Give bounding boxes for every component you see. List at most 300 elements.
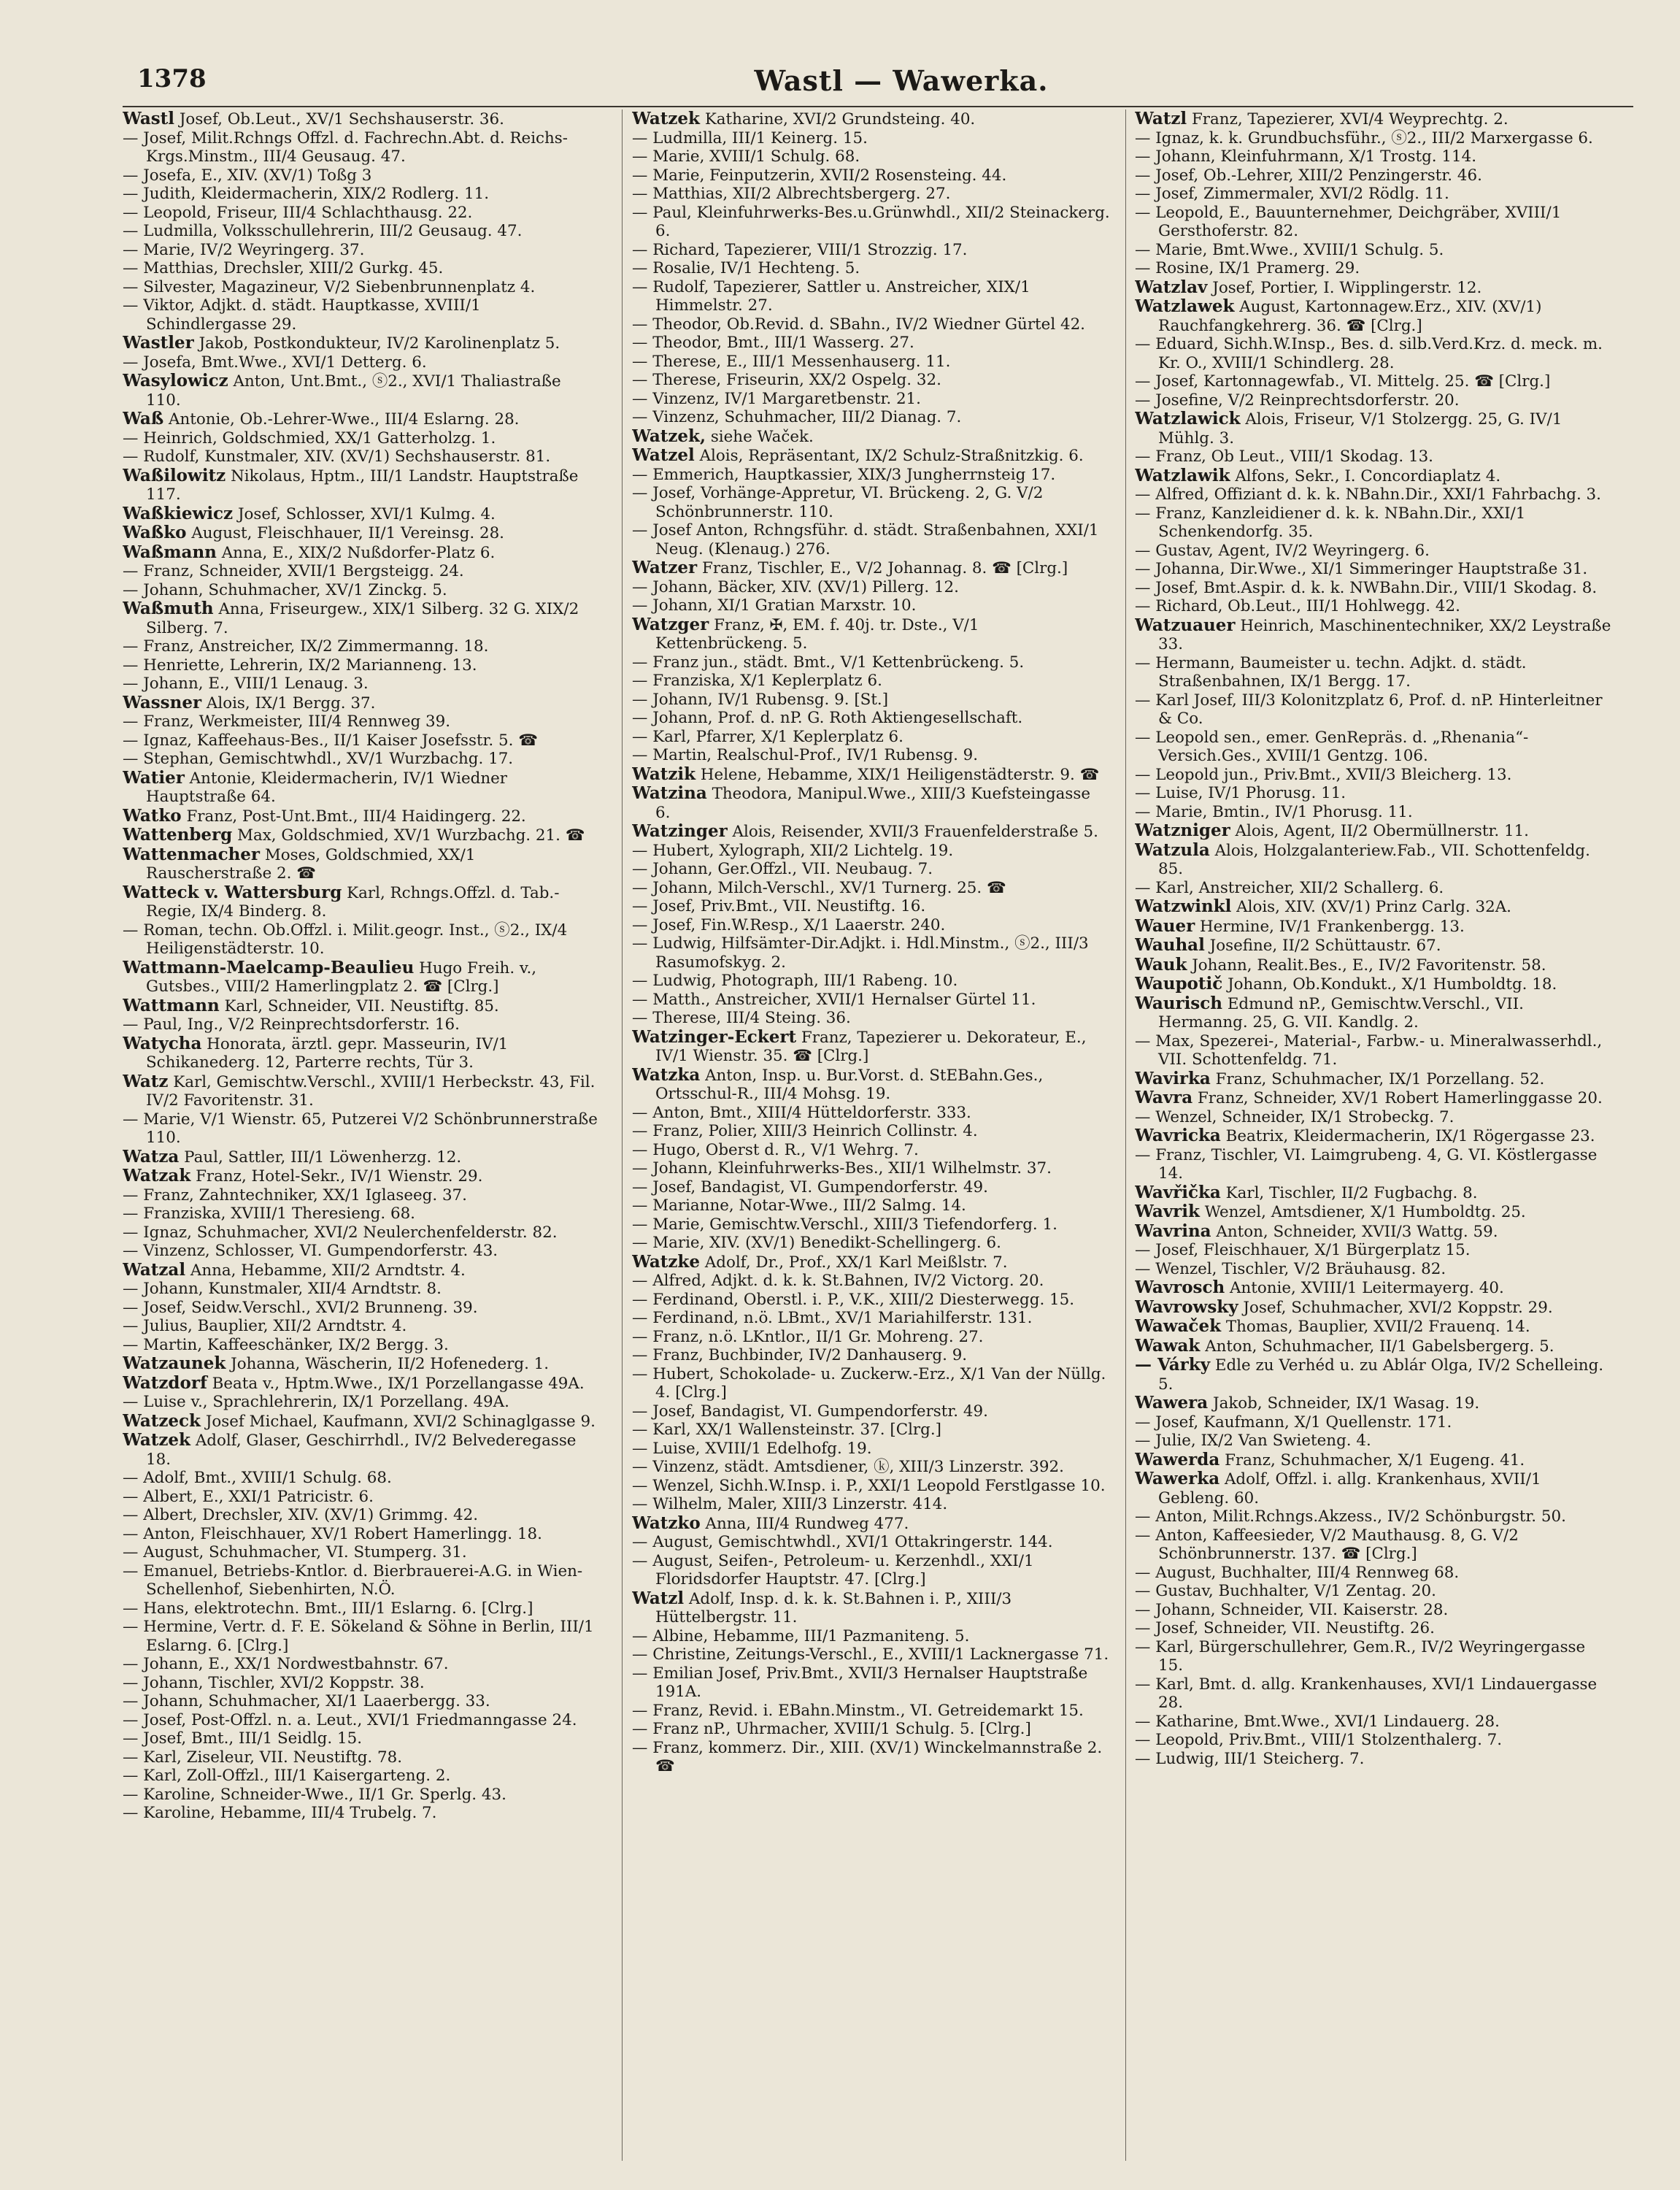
directory-entry: [1135, 1222, 1613, 1242]
directory-entry: [632, 934, 1110, 972]
entry-text: — Karl, Bürgerschullehrer, Gem.R., IV/2 Weyringergasse 15.: [1135, 1637, 1586, 1675]
directory-entry: [123, 1242, 601, 1261]
entry-text: Josef, Schuhmacher, XVI/2 Koppstr. 29.: [1243, 1298, 1553, 1317]
directory-entry: [632, 1272, 1110, 1291]
entry-text: Franz, ✠, EM. f. 40j. tr. Dste., V/1 Kettenbrückeng. 5.: [655, 615, 979, 653]
entry-text: — Alfred, Adjkt. d. k. k. St.Bahnen, IV/2 Victorg. 20.: [632, 1272, 1044, 1290]
directory-entry: [123, 1767, 601, 1786]
entry-text: — Marie, Bmt.Wwe., XVIII/1 Schulg. 5.: [1135, 240, 1444, 259]
directory-entry: [632, 860, 1110, 879]
entry-text: — Karl Josef, III/3 Kolonitzplatz 6, Prof. d. nP. Hinterleitner & Co.: [1135, 691, 1603, 728]
entry-text: Karl, Rchngs.Offzl. d. Tab.-Regie, IX/4 Binderg. 8.: [146, 883, 560, 921]
entry-text: — Max, Spezerei-, Material-, Farbw.- u. Mineralwasserhdl., VII. Schottenfeldg. 71.: [1135, 1031, 1603, 1069]
entry-surname: Waurisch: [1135, 993, 1222, 1013]
entry-surname: Watzl: [1135, 110, 1187, 128]
directory-entry: [1135, 1413, 1613, 1432]
entry-text: — Wilhelm, Maler, XIII/3 Linzerstr. 414.: [632, 1495, 948, 1513]
directory-entry: [632, 822, 1110, 842]
entry-text: — Matthias, Drechsler, XIII/2 Gurkg. 45.: [123, 259, 444, 277]
entry-text: — Josef, Bandagist, VI. Gumpendorferstr. 49.: [632, 1177, 988, 1196]
entry-surname: Watzger: [632, 614, 709, 634]
directory-entry: [123, 1110, 601, 1148]
entry-text: Hugo Freih. v., Gutsbes., VIII/2 Hamerlingplatz 2. ☎ [Clrg.]: [146, 958, 537, 996]
entry-text: Jakob, Schneider, IX/1 Wasag. 19.: [1213, 1394, 1480, 1413]
entry-text: — Wenzel, Sichh.W.Insp. i. P., XXI/1 Leopold Ferstlgasse 10.: [632, 1476, 1106, 1495]
entry-text: Johann, Realit.Bes., E., IV/2 Favoritenstr. 58.: [1192, 956, 1546, 975]
entry-text: — Karl, Zoll-Offzl., III/1 Kaisergarteng. 2.: [123, 1767, 451, 1785]
entry-surname: Watzlav: [1135, 277, 1208, 297]
directory-entry: [1135, 278, 1613, 298]
directory-entry: [123, 1354, 601, 1374]
entry-text: — Josefine, V/2 Reinprechtsdorferstr. 20.: [1135, 391, 1460, 410]
directory-entry: [632, 691, 1110, 710]
directory-entry: [1135, 1260, 1613, 1279]
directory-entry: [1135, 956, 1613, 975]
directory-entry: [123, 1412, 601, 1432]
directory-entry: [123, 1543, 601, 1562]
entry-text: — Franz jun., städt. Bmt., V/1 Kettenbrückeng. 5.: [632, 653, 1025, 672]
directory-entry: [632, 1234, 1110, 1253]
entry-text: — Ferdinand, n.ö. LBmt., XV/1 Mariahilferstr. 131.: [632, 1309, 1033, 1327]
directory-entry: [632, 1664, 1110, 1702]
entry-surname: Wawerda: [1135, 1449, 1220, 1469]
directory-entry: [1135, 897, 1613, 917]
directory-entry: [632, 784, 1110, 822]
directory-entry: [632, 408, 1110, 427]
entry-text: Franz, Schneider, XV/1 Robert Hamerlinggasse 20.: [1197, 1089, 1603, 1107]
directory-entry: [123, 1655, 601, 1674]
entry-surname: Watzl: [632, 1588, 685, 1608]
entry-text: — Rosine, IX/1 Pramerg. 29.: [1135, 259, 1360, 277]
entry-surname: Watzlawek: [1135, 296, 1235, 316]
directory-entry: [1135, 1451, 1613, 1470]
entry-text: — Gustav, Agent, IV/2 Weyringerg. 6.: [1135, 541, 1430, 560]
directory-entry: [632, 653, 1110, 672]
entry-text: Alois, XIV. (XV/1) Prinz Carlg. 32A.: [1236, 898, 1511, 916]
directory-entry: [123, 1599, 601, 1618]
directory-entry: [1135, 466, 1613, 486]
entry-text: — Ferdinand, Oberstl. i. P., V.K., XIII/2 Diesterwegg. 15.: [632, 1290, 1075, 1309]
entry-text: — Josef, Ob.-Lehrer, XIII/2 Penzingerstr. 46.: [1135, 166, 1482, 185]
entry-text: Hermine, IV/1 Frankenbergg. 13.: [1200, 917, 1465, 936]
entry-surname: Wasylowicz: [123, 371, 228, 391]
directory-entry: [1135, 1088, 1613, 1108]
directory-entry: [123, 1692, 601, 1711]
entry-surname: Waßmuth: [123, 599, 214, 618]
entry-text: — Franz, Revid. i. EBahn.Minstm., VI. Getreidemarkt 15.: [632, 1701, 1084, 1720]
directory-entry: [123, 562, 601, 581]
entry-text: — Johann, Kleinfuhrwerks-Bes., XII/1 Wilhelmstr. 37.: [632, 1159, 1052, 1177]
directory-entry: [632, 596, 1110, 615]
directory-entry: [1135, 1183, 1613, 1203]
entry-text: Alois, Agent, II/2 Obermüllnerstr. 11.: [1235, 822, 1529, 840]
directory-entry: [632, 879, 1110, 898]
directory-entry: [1135, 166, 1613, 185]
entry-surname: Wavirka: [1135, 1068, 1211, 1088]
entry-text: — Marie, Bmtin., IV/1 Phorusg. 11.: [1135, 802, 1413, 821]
directory-entry: [632, 709, 1110, 728]
directory-entry: [632, 241, 1110, 260]
entry-text: — Albert, Drechsler, XIV. (XV/1) Grimmg. 42.: [123, 1506, 478, 1524]
entry-text: — Marie, IV/2 Weyringerg. 37.: [123, 240, 365, 259]
directory-entry: [1135, 879, 1613, 898]
entry-text: — Anton, Milit.Rchngs.Akzess., IV/2 Schönburgstr. 50.: [1135, 1507, 1566, 1526]
directory-entry: [1135, 485, 1613, 504]
entry-text: Johann, Ob.Kondukt., X/1 Humboldtg. 18.: [1228, 975, 1557, 994]
entry-text: — Franz, kommerz. Dir., XIII. (XV/1) Winckelmannstraße 2. ☎: [632, 1738, 1103, 1775]
entry-text: Alois, Friseur, V/1 Stolzergg. 25, G. IV/1 Mühlg. 3.: [1158, 410, 1563, 447]
entry-text: — Vinzenz, Schlosser, VI. Gumpendorferstr. 43.: [123, 1242, 498, 1260]
directory-entry: [123, 410, 601, 429]
entry-text: Adolf, Glaser, Geschirrhdl., IV/2 Belvederegasse 18.: [146, 1432, 577, 1469]
directory-entry: [1135, 560, 1613, 579]
entry-text: Theodora, Manipul.Wwe., XIII/3 Kuefsteingasse 6.: [655, 785, 1091, 822]
entry-text: — Therese, Friseurin, XX/2 Ospelg. 32.: [632, 371, 941, 389]
directory-entry: [123, 1393, 601, 1412]
directory-entry: [123, 1488, 601, 1507]
entry-text: — Henriette, Lehrerin, IX/2 Marianneng. 13.: [123, 656, 477, 675]
entry-text: — Johann, IV/1 Rubensg. 9. [St.]: [632, 690, 889, 709]
entry-surname: Waßilowitz: [123, 465, 226, 485]
entry-text: — Karoline, Hebamme, III/4 Trubelg. 7.: [123, 1804, 437, 1822]
entry-text: — Josef, Fleischhauer, X/1 Bürgerplatz 15.: [1135, 1241, 1471, 1259]
page-header: [117, 64, 1680, 108]
directory-entry: [632, 1739, 1110, 1776]
entry-text: — Franz, n.ö. LKntlor., II/1 Gr. Mohreng. 27.: [632, 1327, 984, 1346]
entry-text: Franz, Post-Unt.Bmt., III/4 Haidingerg. 22.: [186, 807, 526, 826]
directory-entry: [632, 1122, 1110, 1141]
directory-entry: [1135, 1619, 1613, 1638]
directory-entry: [632, 427, 1110, 447]
entry-text: — Judith, Kleidermacherin, XIX/2 Rodlerg. 11.: [123, 185, 490, 203]
directory-entry: [632, 1702, 1110, 1721]
entry-text: — Luise, XVIII/1 Edelhofg. 19.: [632, 1439, 872, 1458]
entry-text: — Albine, Hebamme, III/1 Pazmaniteng. 5.: [632, 1626, 970, 1645]
directory-entry: [123, 1280, 601, 1299]
entry-text: — Ignaz, Kaffeehaus-Bes., II/1 Kaiser Josefsstr. 5. ☎: [123, 731, 538, 750]
directory-entry: [632, 129, 1110, 148]
entry-text: — Gustav, Buchhalter, V/1 Zentag. 20.: [1135, 1582, 1436, 1600]
directory-entry: [1135, 1507, 1613, 1526]
directory-entry: [123, 1431, 601, 1469]
entry-text: — Franz nP., Uhrmacher, XVIII/1 Schulg. 5. [Clrg.]: [632, 1720, 1031, 1738]
entry-text: Franz, Hotel-Sekr., IV/1 Wienstr. 29.: [196, 1167, 483, 1186]
directory-entry: [123, 1506, 601, 1525]
entry-text: — Karl, Ziseleur, VII. Neustiftg. 78.: [123, 1748, 403, 1767]
directory-entry: [123, 1072, 601, 1110]
entry-text: — Hubert, Xylograph, XII/2 Lichtelg. 19.: [632, 841, 954, 860]
directory-entry: [632, 204, 1110, 241]
entry-text: — Johann, Kleinfuhrmann, X/1 Trostg. 114.: [1135, 147, 1477, 166]
directory-entry: [632, 1533, 1110, 1552]
entry-surname: Wawera: [1135, 1393, 1209, 1413]
directory-entry: [632, 1253, 1110, 1272]
entry-text: — Emanuel, Betriebs-Kntlor. d. Bierbrauerei-A.G. in Wien-Schellenhof, Siebenhirten, N.Ö.: [123, 1561, 583, 1599]
entry-text: — Hubert, Schokolade- u. Zuckerw.-Erz., X/1 Van der Nüllg. 4. [Clrg.]: [632, 1364, 1106, 1402]
entry-text: — Johann, E., VIII/1 Lenaug. 3.: [123, 675, 369, 693]
directory-entry: [1135, 1108, 1613, 1127]
entry-text: Beatrix, Kleidermacherin, IX/1 Rögergasse 23.: [1225, 1127, 1595, 1145]
entry-text: Karl, Gemischtw.Verschl., XVIII/1 Herbeckstr. 43, Fil. IV/2 Favoritenstr. 31.: [146, 1072, 596, 1110]
directory-entry: [123, 1374, 601, 1394]
entry-text: — Johann, Ger.Offzl., VII. Neubaug. 7.: [632, 860, 933, 878]
entry-text: Alfons, Sekr., I. Concordiaplatz 4.: [1235, 466, 1501, 485]
entry-text: Anton, Unt.Bmt., ⓢ2., XVI/1 Thaliastraße 110.: [146, 372, 561, 410]
entry-surname: Waupotič: [1135, 974, 1223, 994]
entry-text: — Josef, Milit.Rchngs Offzl. d. Fachrechn.Abt. d. Reichs-Krgs.Minstm., III/4 Geusaug. 47.: [123, 128, 569, 166]
directory-entry: [1135, 542, 1613, 561]
entry-text: — Josef, Kartonnagewfab., VI. Mittelg. 25. ☎ [Clrg.]: [1135, 372, 1551, 391]
entry-surname: Wavricka: [1135, 1126, 1221, 1145]
entry-text: — Ludwig, III/1 Steicherg. 7.: [1135, 1749, 1365, 1768]
entry-text: — Marianne, Notar-Wwe., III/2 Salmg. 14.: [632, 1196, 966, 1215]
entry-text: Moses, Goldschmied, XX/1 Rauscherstraße 2. ☎: [146, 845, 476, 883]
directory-entry: [632, 259, 1110, 278]
directory-entry: [123, 447, 601, 466]
directory-entry: [123, 278, 601, 297]
entry-text: — Heinrich, Goldschmied, XX/1 Gatterholzg. 1.: [123, 429, 496, 447]
directory-entry: [632, 1215, 1110, 1234]
directory-entry: [1135, 372, 1613, 391]
entry-text: — August, Gemischtwhdl., XVI/1 Ottakringerstr. 144.: [632, 1533, 1053, 1551]
directory-entry: [632, 1627, 1110, 1646]
entry-text: — Josefa, Bmt.Wwe., XVI/1 Detterg. 6.: [123, 353, 427, 372]
entry-text: — Franziska, X/1 Keplerplatz 6.: [632, 672, 882, 690]
directory-entry: [1135, 803, 1613, 822]
entry-text: — Johann, Schuhmacher, XV/1 Zinckg. 5.: [123, 580, 447, 599]
directory-entry: [123, 581, 601, 600]
entry-surname: Wauhal: [1135, 935, 1205, 955]
directory-entry: [632, 842, 1110, 861]
entry-text: Franz, Schuhmacher, X/1 Eugeng. 41.: [1225, 1451, 1525, 1469]
entry-text: Anna, E., XIX/2 Nußdorfer-Platz 6.: [221, 543, 496, 562]
entry-surname: Watzka: [632, 1064, 701, 1085]
directory-entry: [123, 543, 601, 563]
directory-entry: [632, 110, 1110, 129]
directory-entry: [1135, 1582, 1613, 1601]
entry-text: Karl, Schneider, VII. Neustiftg. 85.: [224, 996, 499, 1015]
entry-text: — Paul, Kleinfuhrwerks-Bes.u.Grünwhdl., XII/2 Steinackerg. 6.: [632, 203, 1110, 240]
entry-surname: Watzal: [123, 1259, 186, 1280]
entry-text: — Karl, Pfarrer, X/1 Keplerplatz 6.: [632, 727, 903, 746]
entry-text: — Rosalie, IV/1 Hechteng. 5.: [632, 259, 860, 277]
entry-text: — Richard, Ob.Leut., III/1 Hohlwegg. 42.: [1135, 597, 1460, 615]
directory-entry: [1135, 335, 1613, 372]
directory-entry: [123, 296, 601, 334]
entry-text: — Marie, Gemischtw.Verschl., XIII/3 Tiefendorferg. 1.: [632, 1215, 1057, 1234]
entry-text: Katharine, XVI/2 Grundsteing. 40.: [704, 110, 976, 128]
entry-text: — Johann, Milch-Verschl., XV/1 Turnerg. 25. ☎: [632, 878, 1006, 897]
entry-text: — Franziska, XVIII/1 Theresieng. 68.: [123, 1204, 415, 1223]
entry-text: Franz, Schuhmacher, IX/1 Porzellang. 52.: [1215, 1069, 1545, 1088]
directory-entry: [1135, 1564, 1613, 1583]
directory-entry: [123, 599, 601, 637]
entry-text: — Marie, XIV. (XV/1) Benedikt-Schellingerg. 6.: [632, 1234, 1001, 1252]
column-2: [632, 110, 1110, 2168]
entry-surname: Watzlawik: [1135, 465, 1230, 485]
entry-text: — Vinzenz, IV/1 Margaretbenstr. 21.: [632, 389, 921, 408]
entry-surname: Wauer: [1135, 915, 1195, 936]
entry-text: — Luise, IV/1 Phorusg. 11.: [1135, 784, 1346, 802]
directory-entry: [123, 1748, 601, 1767]
directory-entry: [632, 897, 1110, 916]
entry-surname: Watzuauer: [1135, 615, 1236, 635]
entry-surname: Watier: [123, 767, 185, 788]
directory-entry: [123, 1469, 601, 1488]
directory-entry: [123, 712, 601, 731]
directory-entry: [123, 1729, 601, 1748]
entry-text: Jakob, Postkondukteur, IV/2 Karolinenplatz 5.: [199, 334, 560, 353]
directory-entry: [123, 807, 601, 826]
entry-text: Josefine, II/2 Schüttaustr. 67.: [1209, 937, 1441, 955]
entry-text: Josef Michael, Kaufmann, XVI/2 Schinaglgasse 9.: [205, 1412, 596, 1431]
directory-entry: [1135, 936, 1613, 956]
entry-text: — Josef, Bmt.Aspir. d. k. k. NWBahn.Dir., VIII/1 Skodag. 8.: [1135, 578, 1598, 597]
entry-surname: Waßko: [123, 523, 187, 542]
entry-text: — Johanna, Dir.Wwe., XI/1 Simmeringer Hauptstraße 31.: [1135, 560, 1588, 578]
entry-text: Antonie, Ob.-Lehrer-Wwe., III/4 Eslarng. 28.: [169, 410, 520, 429]
entry-text: — Vinzenz, städt. Amtsdiener, ⓚ, XIII/3 Linzerstr. 392.: [632, 1458, 1064, 1476]
entry-text: — Silvester, Magazineur, V/2 Siebenbrunnenplatz 4.: [123, 277, 536, 296]
entry-surname: Watz: [123, 1071, 169, 1091]
directory-entry: [632, 1009, 1110, 1028]
directory-entry: [632, 315, 1110, 334]
entry-text: — August, Schuhmacher, VI. Stumperg. 31.: [123, 1543, 467, 1561]
directory-entry: [632, 1645, 1110, 1664]
directory-entry: [123, 222, 601, 241]
column-3: [1135, 110, 1613, 2168]
entry-text: — Viktor, Adjkt. d. städt. Hauptkasse, XVIII/1 Schindlergasse 29.: [123, 296, 481, 334]
entry-text: — Martin, Kaffeeschänker, IX/2 Bergg. 3.: [123, 1335, 449, 1354]
directory-entry: [632, 521, 1110, 558]
directory-entry: [1135, 975, 1613, 994]
entry-text: — Marie, V/1 Wienstr. 65, Putzerei V/2 Schönbrunnerstraße 110.: [123, 1110, 598, 1147]
directory-entry: [1135, 597, 1613, 616]
entry-text: — Martin, Realschul-Prof., IV/1 Rubensg. 9.: [632, 746, 979, 764]
entry-text: Johanna, Wäscherin, II/2 Hofenederg. 1.: [231, 1355, 550, 1373]
directory-entry: [632, 1346, 1110, 1365]
entry-text: Paul, Sattler, III/1 Löwenherzg. 12.: [184, 1148, 462, 1167]
column-divider: [622, 110, 623, 2161]
entry-text: Nikolaus, Hptm., III/1 Landstr. Hauptstraße 117.: [146, 466, 579, 504]
column-divider: [1125, 110, 1126, 2161]
entry-surname: Watzdorf: [123, 1372, 207, 1393]
directory-entry: [123, 1034, 601, 1072]
directory-entry: [123, 259, 601, 278]
directory-entry: [123, 694, 601, 713]
directory-entry: [1135, 579, 1613, 598]
entry-text: — Franz, Zahntechniker, XX/1 Iglaseeg. 37.: [123, 1186, 467, 1204]
entry-text: Beata v., Hptm.Wwe., IX/1 Porzellangasse 49A.: [212, 1374, 585, 1393]
directory-entry: [1135, 259, 1613, 278]
directory-entry: [632, 466, 1110, 485]
entry-text: Wenzel, Amtsdiener, X/1 Humboldtg. 25.: [1204, 1203, 1526, 1221]
directory-entry: [123, 958, 601, 996]
entry-surname: Wastl: [123, 110, 175, 128]
entry-surname: Watzek: [632, 110, 700, 128]
directory-entry: [1135, 1750, 1613, 1769]
entry-surname: Watycha: [123, 1033, 202, 1053]
entry-text: — Julie, IX/2 Van Swieteng. 4.: [1135, 1432, 1371, 1450]
entry-text: — Rudolf, Tapezierer, Sattler u. Anstreicher, XIX/1 Himmelstr. 27.: [632, 277, 1030, 315]
directory-entry: [123, 1317, 601, 1336]
entry-surname: Wassner: [123, 692, 202, 712]
directory-entry: [632, 765, 1110, 785]
directory-entry: [632, 147, 1110, 166]
entry-surname: Waßmann: [123, 542, 217, 562]
entry-text: — Roman, techn. Ob.Offzl. i. Milit.geogr. Inst., ⓢ2., IX/4 Heiligenstädterstr. 10.: [123, 921, 568, 958]
directory-entry: [123, 1299, 601, 1318]
directory-entry: [123, 353, 601, 372]
directory-entry: [632, 991, 1110, 1010]
directory-entry: [632, 578, 1110, 597]
entry-text: Max, Goldschmied, XV/1 Wurzbachg. 21. ☎: [237, 826, 585, 845]
directory-entry: [1135, 784, 1613, 803]
entry-text: — Karoline, Schneider-Wwe., II/1 Gr. Sperlg. 43.: [123, 1785, 506, 1804]
directory-entry: [632, 672, 1110, 691]
directory-entry: [123, 675, 601, 694]
directory-entry: [123, 523, 601, 543]
directory-entry: [632, 1066, 1110, 1104]
entry-text: — Karl, XX/1 Wallensteinstr. 37. [Clrg.]: [632, 1421, 941, 1439]
directory-entry: [632, 1178, 1110, 1197]
directory-entry: [632, 728, 1110, 747]
directory-entry: [1135, 1601, 1613, 1620]
directory-entry: [1135, 729, 1613, 766]
directory-entry: [1135, 410, 1613, 447]
directory-entry: [123, 1618, 601, 1655]
directory-entry: [123, 129, 601, 166]
entry-text: — Leopold, Friseur, III/4 Schlachthausg. 22.: [123, 203, 473, 222]
directory-entry: [1135, 1202, 1613, 1222]
directory-entry: [123, 883, 601, 921]
entry-surname: Wavřička: [1135, 1182, 1221, 1202]
directory-entry: [123, 769, 601, 807]
entry-text: — Matth., Anstreicher, XVII/1 Hernalser Gürtel 11.: [632, 990, 1036, 1009]
entry-text: — Christine, Zeitungs-Verschl., E., XVIII/1 Lacknergasse 71.: [632, 1645, 1109, 1664]
directory-entry: [632, 166, 1110, 185]
directory-entry: [632, 1589, 1110, 1627]
directory-entry: [632, 1477, 1110, 1496]
entry-text: — Marie, Feinputzerin, XVII/2 Rosensteing. 44.: [632, 166, 1007, 185]
entry-surname: Watzek,: [632, 426, 706, 446]
entry-surname: Watzwinkl: [1135, 896, 1232, 916]
directory-entry: [632, 1440, 1110, 1459]
entry-text: — Johann, XI/1 Gratian Marxstr. 10.: [632, 596, 917, 615]
entry-text: — Anton, Bmt., XIII/4 Hütteldorferstr. 333.: [632, 1103, 971, 1122]
directory-entry: [632, 1514, 1110, 1534]
directory-entry: [632, 484, 1110, 521]
directory-entry: [1135, 1394, 1613, 1413]
entry-text: — August, Buchhalter, III/4 Rennweg 68.: [1135, 1563, 1460, 1582]
directory-entry: [632, 1291, 1110, 1310]
entry-text: — Alfred, Offiziant d. k. k. NBahn.Dir., XXI/1 Fahrbachg. 3.: [1135, 485, 1601, 504]
entry-text: Adolf, Offzl. i. allg. Krankenhaus, XVII/1 Gebleng. 60.: [1158, 1470, 1541, 1507]
directory-entry: [123, 466, 601, 504]
directory-entry: [123, 1711, 601, 1730]
entry-text: — Leopold jun., Priv.Bmt., XVII/3 Bleicherg. 13.: [1135, 765, 1512, 784]
entry-text: — Josef Anton, Rchngsführ. d. städt. Straßenbahnen, XXI/1 Neug. (Klenaug.) 276.: [632, 521, 1099, 558]
directory-entry: [1135, 821, 1613, 841]
directory-entry: [123, 1015, 601, 1034]
entry-text: — Hugo, Oberst d. R., V/1 Wehrg. 7.: [632, 1140, 919, 1159]
directory-entry: [1135, 766, 1613, 785]
directory-entry: [632, 1159, 1110, 1178]
entry-text: — Leopold, Priv.Bmt., VIII/1 Stolzenthalerg. 7.: [1135, 1731, 1503, 1749]
entry-text: — Franz, Polier, XIII/3 Heinrich Collinstr. 4.: [632, 1122, 978, 1140]
directory-entry: [1135, 994, 1613, 1032]
directory-entry: [123, 504, 601, 524]
